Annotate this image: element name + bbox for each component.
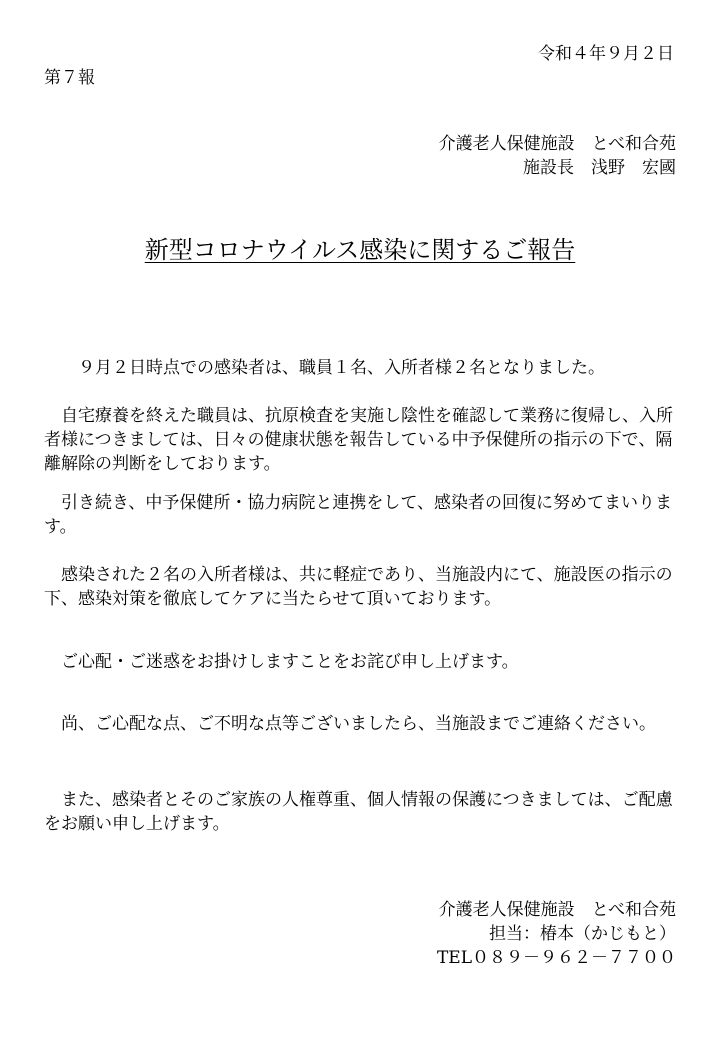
issuer-director: 施設長 浅野 宏國 <box>523 158 676 178</box>
paragraph-apology: ご心配・ご迷惑をお掛けしますことをお詫び申し上げます。 <box>61 652 519 672</box>
paragraph-inquiries: 尚、ご心配な点、ご不明な点等ございましたら、当施設までご連絡ください。 <box>61 714 656 734</box>
issuer-block <box>439 132 676 180</box>
contact-phone: TEL０８９－９６２－７７００ <box>436 948 676 968</box>
paragraph-resident-condition: 感染された２名の入所者様は、共に軽症であり、当施設内にて、施設医の指示の下、感染対策を徹底してケアに当たらせて頂いております。 <box>44 565 673 609</box>
contact-block <box>437 898 676 970</box>
paragraph-privacy: また、感染者とそのご家族の人権尊重、個人情報の保護につきましては、ご配慮をお願い申し上げます。 <box>44 790 673 834</box>
document-date: 令和４年９月２日 <box>538 44 674 64</box>
issuer-facility: 介護老人保健施設 とべ和合苑 <box>438 134 676 154</box>
document-title-text: 新型コロナウイルス感染に関するご報告 <box>144 236 576 264</box>
paragraph-infection-count: ９月２日時点での感染者は、職員１名、入所者様２名となりました。 <box>78 358 605 378</box>
report-number: 第７報 <box>44 68 95 88</box>
paragraph-staff-return: 自宅療養を終えた職員は、抗原検査を実施し陰性を確認して業務に復帰し、入所者様につきましては、日々の健康状態を報告している中予保健所の指示の下で、隔離解除の判断をしております。 <box>44 406 673 474</box>
paragraph-cooperation: 引き続き、中予保健所・協力病院と連携をして、感染者の回復に努めてまいります。 <box>44 493 672 537</box>
contact-facility: 介護老人保健施設 とべ和合苑 <box>438 900 676 920</box>
contact-person: 担当：椿本（かじもと） <box>489 924 676 944</box>
document-title <box>0 232 720 268</box>
